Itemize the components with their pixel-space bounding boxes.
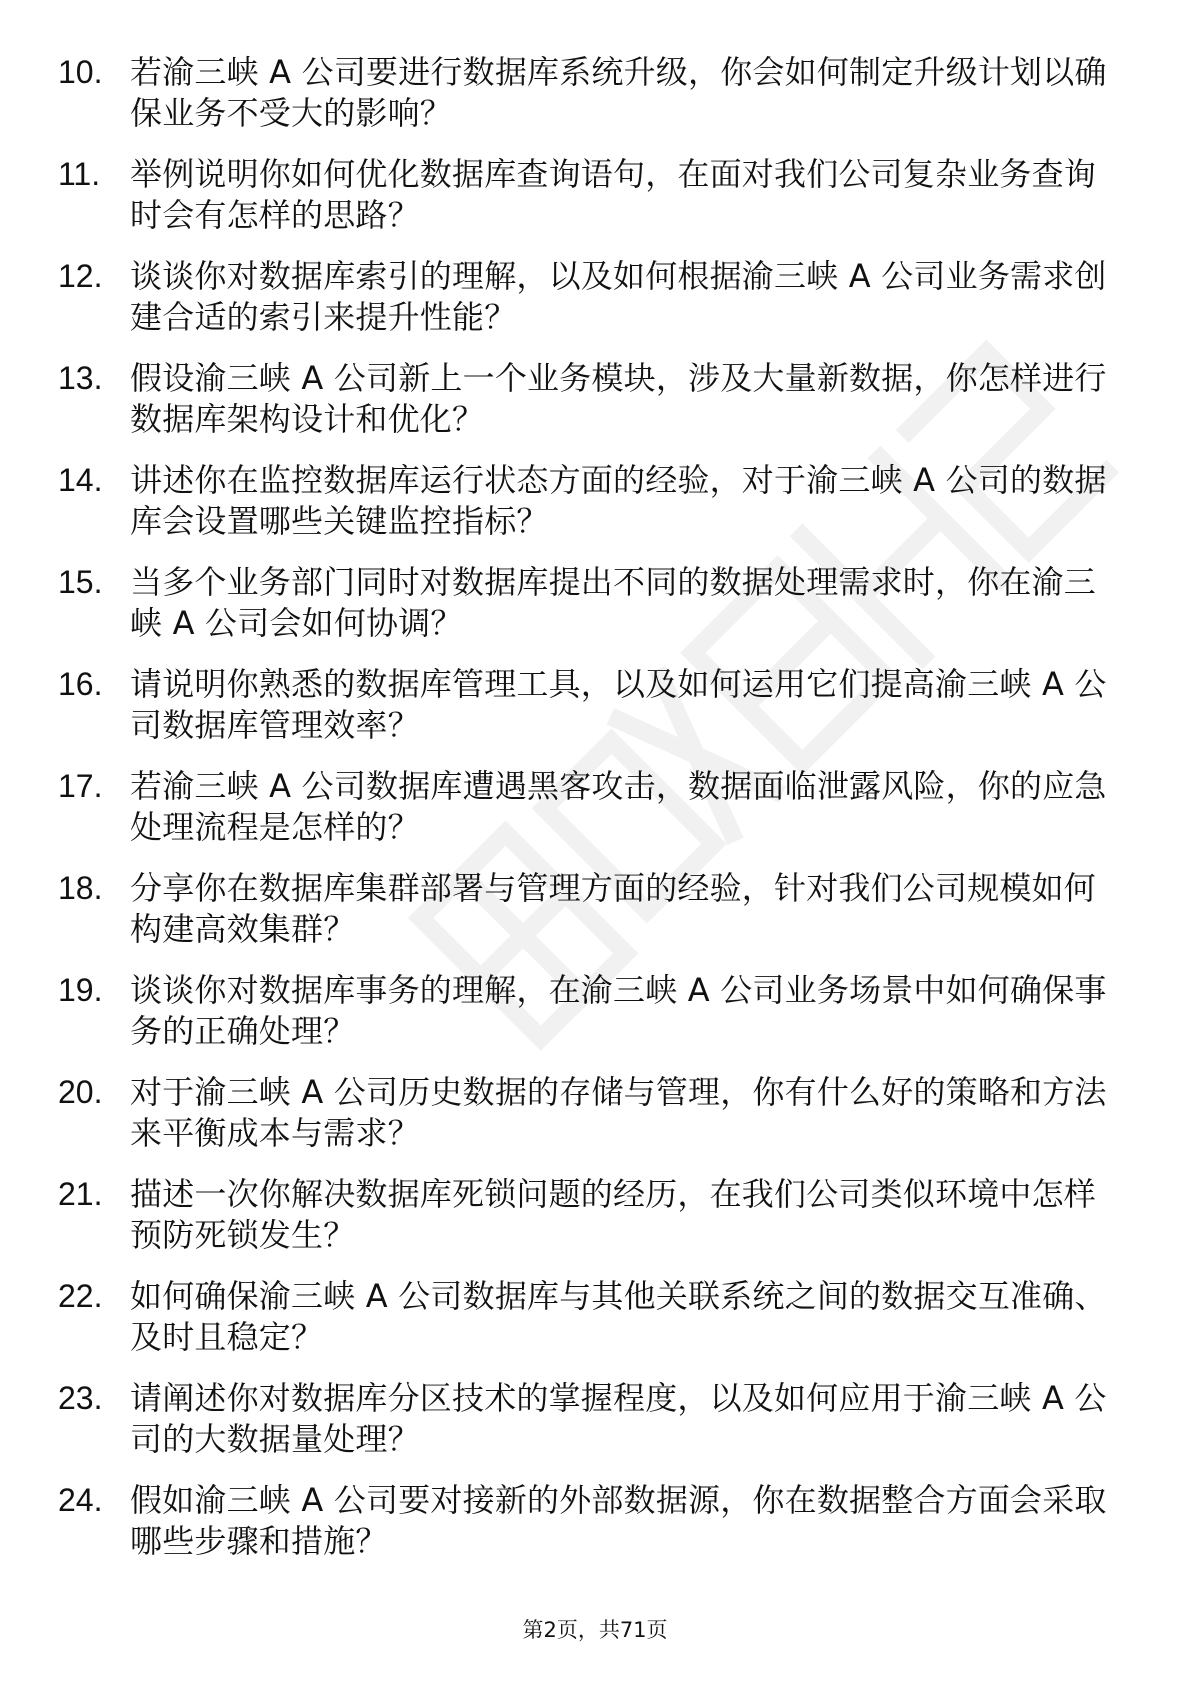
question-number: 11. [58,156,101,192]
question-item [58,1174,1118,1255]
question-number: 16. [58,666,103,702]
question-item [58,1276,1118,1357]
question-number: 13. [58,360,103,396]
question-text: 举例说明你如何优化数据库查询语句，在面对我们公司复杂业务查询时会有怎样的思路？ [130,155,1097,234]
question-text: 请说明你熟悉的数据库管理工具，以及如何运用它们提高渝三峡 A 公司数据库管理效率？ [130,665,1107,744]
question-number: 17. [58,768,103,804]
question-text: 请阐述你对数据库分区技术的掌握程度，以及如何应用于渝三峡 A 公司的大数据量处理？ [130,1379,1107,1458]
question-item [58,154,1118,235]
question-item [58,52,1118,133]
question-text: 若渝三峡 A 公司数据库遭遇黑客攻击，数据面临泄露风险，你的应急处理流程是怎样的？ [130,767,1107,846]
question-text: 讲述你在监控数据库运行状态方面的经验，对于渝三峡 A 公司的数据库会设置哪些关键监控指标？ [130,461,1107,540]
question-number: 12. [58,258,103,294]
question-item [58,1072,1118,1153]
question-list [58,52,1118,1582]
question-text: 假如渝三峡 A 公司要对接新的外部数据源，你在数据整合方面会采取哪些步骤和措施？ [130,1481,1107,1560]
question-number: 23. [58,1380,103,1416]
question-number: 20. [58,1074,103,1110]
question-item [58,460,1118,541]
question-item [58,664,1118,745]
question-number: 22. [58,1278,103,1314]
question-item [58,868,1118,949]
question-number: 15. [58,564,103,600]
page-footer: 第2页，共71页 [522,1618,668,1642]
question-number: 19. [58,972,103,1008]
question-text: 分享你在数据库集群部署与管理方面的经验，针对我们公司规模如何构建高效集群？ [130,869,1097,948]
question-item [58,766,1118,847]
question-number: 18. [58,870,103,906]
question-text: 谈谈你对数据库索引的理解，以及如何根据渝三峡 A 公司业务需求创建合适的索引来提升性能？ [130,257,1107,336]
question-item [58,1480,1118,1561]
question-number: 14. [58,462,103,498]
question-number: 24. [58,1482,103,1518]
question-number: 10. [58,54,103,90]
question-item [58,358,1118,439]
question-text: 谈谈你对数据库事务的理解，在渝三峡 A 公司业务场景中如何确保事务的正确处理？ [130,971,1107,1050]
question-text: 当多个业务部门同时对数据库提出不同的数据处理需求时，你在渝三峡 A 公司会如何协调？ [130,563,1097,642]
question-text: 如何确保渝三峡 A 公司数据库与其他关联系统之间的数据交互准确、及时且稳定？ [130,1277,1107,1356]
question-text: 假设渝三峡 A 公司新上一个业务模块，涉及大量新数据，你怎样进行数据库架构设计和优化？ [130,359,1107,438]
question-text: 描述一次你解决数据库死锁问题的经历，在我们公司类似环境中怎样预防死锁发生？ [130,1175,1097,1254]
question-text: 若渝三峡 A 公司要进行数据库系统升级，你会如何制定升级计划以确保业务不受大的影响？ [130,53,1107,132]
question-item [58,1378,1118,1459]
question-item [58,562,1118,643]
question-number: 21. [58,1176,103,1212]
question-text: 对于渝三峡 A 公司历史数据的存储与管理，你有什么好的策略和方法来平衡成本与需求？ [130,1073,1107,1152]
question-item [58,970,1118,1051]
question-item [58,256,1118,337]
